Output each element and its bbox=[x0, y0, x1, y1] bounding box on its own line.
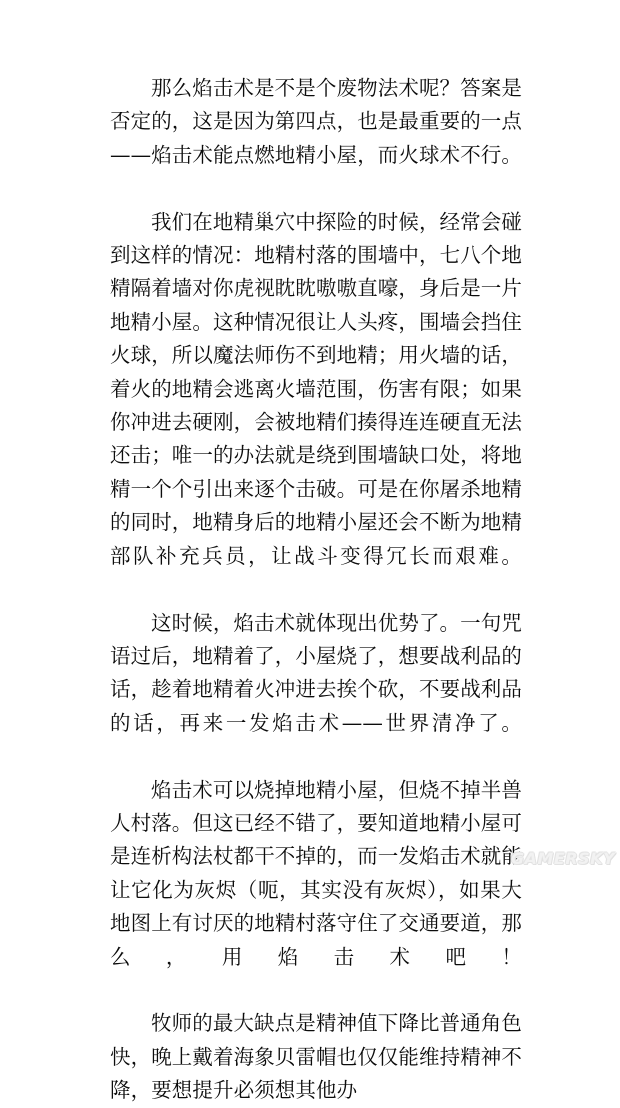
gamersky-watermark: GAMERSKY bbox=[510, 848, 616, 868]
paragraph-4: 焰击术可以烧掉地精小屋，但烧不掉半兽人村落。但这已经不错了，要知道地精小屋可是连析构法杖都干不掉的，而一发焰击术就能让它化为灰烬（呃，其实没有灰烬），如果大地图上有讨厌的地精村落守住了交通要道，那么，用焰击术吧！ bbox=[110, 777, 522, 969]
article-body bbox=[110, 72, 522, 1108]
paragraph-1: 那么焰击术是不是个废物法术呢？答案是否定的，这是因为第四点，也是最重要的一点——焰击术能点燃地精小屋，而火球术不行。 bbox=[110, 76, 522, 167]
paragraph-3: 这时候，焰击术就体现出优势了。一句咒语过后，地精着了，小屋烧了，想要战利品的话，趁着地精着火冲进去挨个砍，不要战利品的话，再来一发焰击术——世界清净了。 bbox=[110, 610, 522, 735]
paragraph-5: 牧师的最大缺点是精神值下降比普通角色快，晚上戴着海象贝雷帽也仅仅能维持精神不降，要想提升必须想其他办 bbox=[110, 1011, 522, 1103]
paragraph-2: 我们在地精巢穴中探险的时候，经常会碰到这样的情况：地精村落的围墙中，七八个地精隔着墙对你虎视眈眈嗷嗷直嚎，身后是一片地精小屋。这种情况很让人头疼，围墙会挡住火球，所以魔法师伤不到地精；用火墙的话，着火的地精会逃离火墙范围，伤害有限；如果你冲进去硬刚，会被地精们揍得连连硬直无法还击；唯一的办法就是绕到围墙缺口处，将地精一个个引出来逐个击破。可是在你屠杀地精的同时，地精身后的地精小屋还会不断为地精部队补充兵员，让战斗变得冗长而艰难。 bbox=[110, 209, 522, 568]
